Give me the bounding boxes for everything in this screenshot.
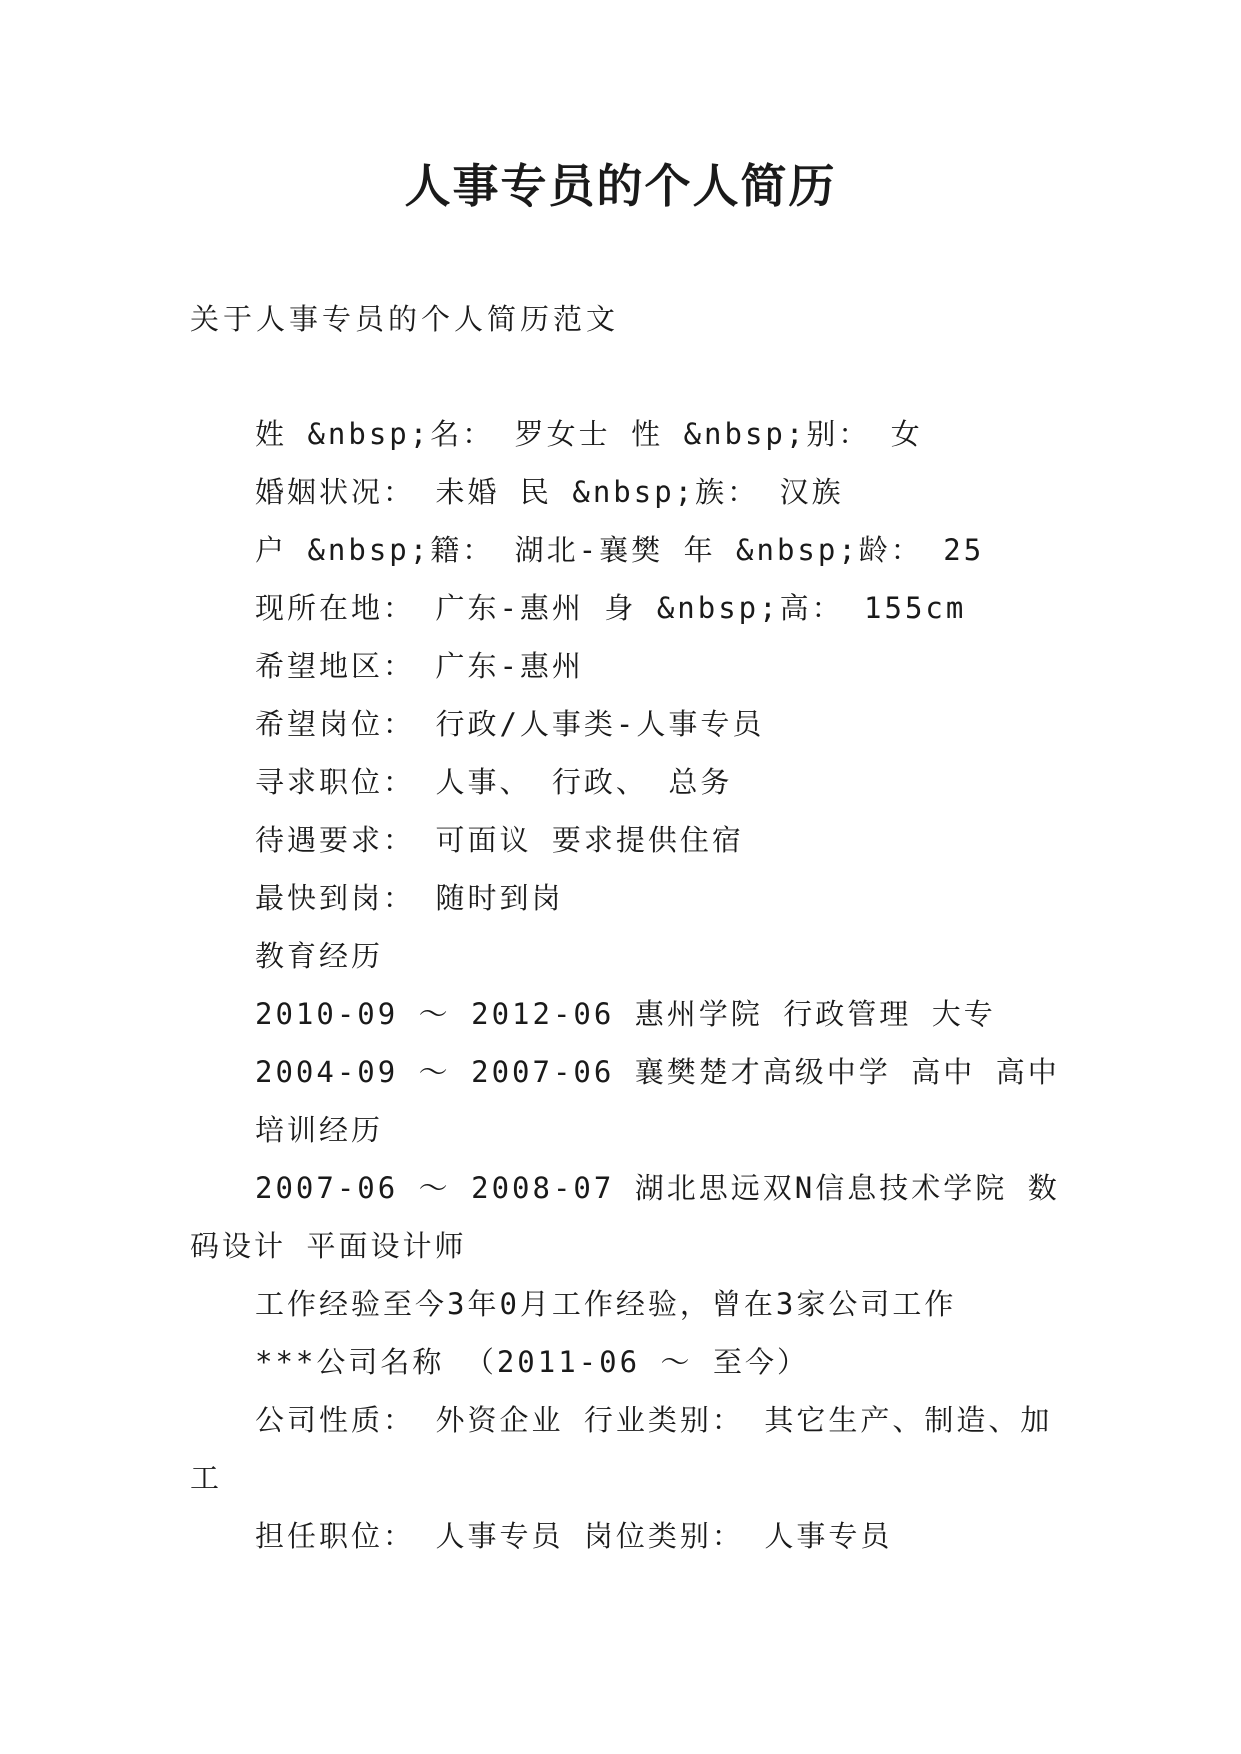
marital-ethnicity-line: 婚姻状况： 未婚 民 &nbsp;族： 汉族 <box>255 475 844 509</box>
training-item: 2007-06 ～ 2008-07 湖北思远双N信息技术学院 数码设计 平面设计师 <box>190 1171 1060 1263</box>
company-nature-line: 公司性质： 外资企业 行业类别： 其它生产、制造、加工 <box>190 1403 1053 1495</box>
hometown-age-line: 户 &nbsp;籍： 湖北-襄樊 年 &nbsp;龄： 25 <box>255 533 985 567</box>
document-subtitle: 关于人事专员的个人简历范文 <box>190 302 620 336</box>
salary-requirement-line: 待遇要求： 可面议 要求提供住宿 <box>255 823 744 857</box>
name-gender-line: 姓 &nbsp;名： 罗女士 性 &nbsp;别： 女 <box>255 417 923 451</box>
desired-position-line: 希望岗位： 行政/人事类-人事专员 <box>255 707 765 741</box>
education-item: 2004-09 ～ 2007-06 襄樊楚才高级中学 高中 高中 <box>255 1055 1060 1089</box>
desired-region-line: 希望地区： 广东-惠州 <box>255 649 584 683</box>
company-name-line: ***公司名称 （2011-06 ～ 至今） <box>255 1345 809 1379</box>
work-experience-summary: 工作经验至今3年0月工作经验，曾在3家公司工作 <box>255 1287 957 1321</box>
resume-body <box>190 405 1070 1565</box>
position-category-line: 担任职位： 人事专员 岗位类别： 人事专员 <box>255 1519 893 1553</box>
training-heading: 培训经历 <box>255 1113 384 1147</box>
job-sought-line: 寻求职位： 人事、 行政、 总务 <box>255 765 733 799</box>
education-heading: 教育经历 <box>255 939 384 973</box>
document-title: 人事专员的个人简历 <box>404 159 837 213</box>
availability-line: 最快到岗： 随时到岗 <box>255 881 564 915</box>
location-height-line: 现所在地： 广东-惠州 身 &nbsp;高： 155cm <box>255 591 967 625</box>
education-item: 2010-09 ～ 2012-06 惠州学院 行政管理 大专 <box>255 997 996 1031</box>
